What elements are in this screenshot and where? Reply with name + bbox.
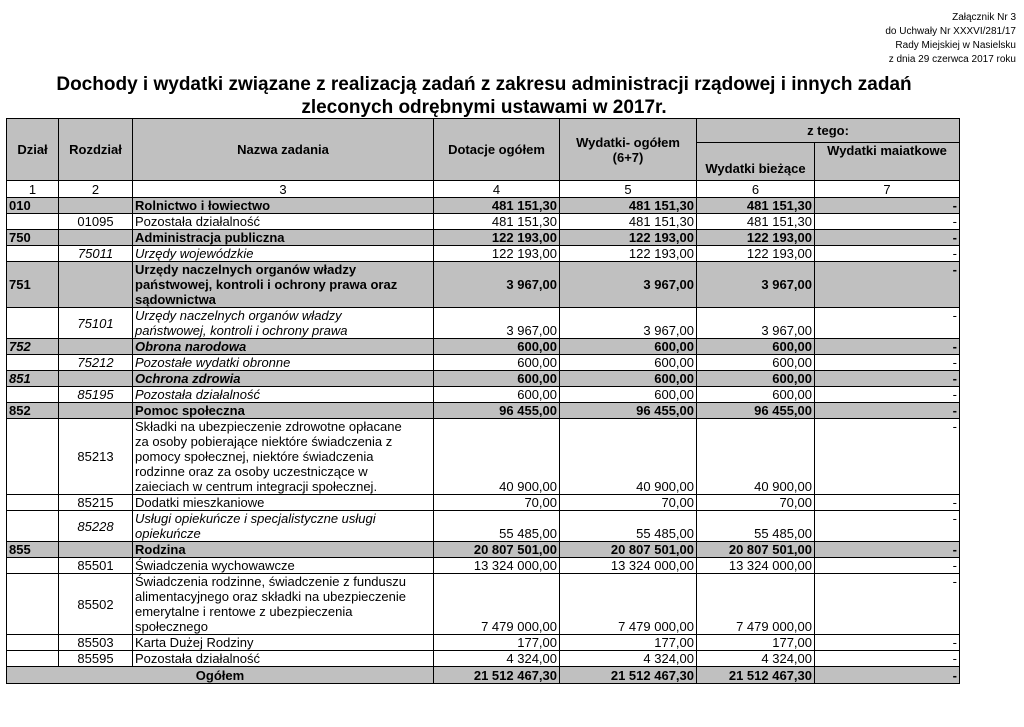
task-name-line: Pozostała działalność bbox=[135, 214, 261, 229]
dzial-cell bbox=[7, 246, 59, 262]
subsection-row bbox=[7, 246, 960, 262]
rozdzial-cell: 85502 bbox=[59, 574, 133, 635]
biezace-cell: 600,00 bbox=[697, 355, 815, 371]
section-row bbox=[7, 339, 960, 355]
majatkowe-cell: - bbox=[815, 403, 960, 419]
biezace-cell: 600,00 bbox=[697, 371, 815, 387]
biezace-cell: 3 967,00 bbox=[697, 308, 815, 339]
task-name-line: Pozostałe wydatki obronne bbox=[135, 355, 291, 370]
task-name-line: Dodatki mieszkaniowe bbox=[135, 495, 265, 510]
task-name-cell bbox=[133, 419, 434, 495]
biezace-cell: 481 151,30 bbox=[697, 198, 815, 214]
table-header bbox=[7, 119, 960, 181]
subsection-row bbox=[7, 355, 960, 371]
dzial-cell bbox=[7, 214, 59, 230]
task-name-line: Rodzina bbox=[135, 542, 186, 557]
total-row bbox=[7, 667, 960, 684]
task-name-line: Świadczenia rodzinne, świadczenie z funduszu bbox=[135, 574, 406, 589]
dotacje-cell: 122 193,00 bbox=[434, 230, 560, 246]
task-name-cell bbox=[133, 339, 434, 355]
task-name-line: Składki na ubezpieczenie zdrowotne opłacane bbox=[135, 419, 402, 434]
rozdzial-cell bbox=[59, 542, 133, 558]
majatkowe-cell: - bbox=[815, 511, 960, 542]
header-nazwa: Nazwa zadania bbox=[133, 119, 434, 181]
dzial-cell: 855 bbox=[7, 542, 59, 558]
dzial-cell: 852 bbox=[7, 403, 59, 419]
rozdzial-cell bbox=[59, 230, 133, 246]
task-name-line: Rolnictwo i łowiectwo bbox=[135, 198, 271, 213]
biezace-cell: 70,00 bbox=[697, 495, 815, 511]
task-name-cell bbox=[133, 371, 434, 387]
subsection-row bbox=[7, 558, 960, 574]
task-name-cell bbox=[133, 635, 434, 651]
dotacje-cell: 600,00 bbox=[434, 371, 560, 387]
task-name-line: społecznego bbox=[135, 619, 208, 634]
biezace-cell: 40 900,00 bbox=[697, 419, 815, 495]
task-name-cell bbox=[133, 542, 434, 558]
biezace-cell: 122 193,00 bbox=[697, 246, 815, 262]
majatkowe-cell: - bbox=[815, 339, 960, 355]
total-label: Ogółem bbox=[7, 667, 434, 684]
biezace-cell: 122 193,00 bbox=[697, 230, 815, 246]
rozdzial-cell: 85215 bbox=[59, 495, 133, 511]
dotacje-cell: 481 151,30 bbox=[434, 198, 560, 214]
task-name-cell bbox=[133, 214, 434, 230]
total-biezace: 21 512 467,30 bbox=[697, 667, 815, 684]
subsection-row bbox=[7, 635, 960, 651]
rozdzial-cell: 85228 bbox=[59, 511, 133, 542]
task-name-cell bbox=[133, 262, 434, 308]
task-name-line: państwowej, kontroli i ochrony prawa bbox=[135, 323, 348, 338]
task-name-line: Świadczenia wychowawcze bbox=[135, 558, 295, 573]
section-row bbox=[7, 371, 960, 387]
section-row bbox=[7, 403, 960, 419]
majatkowe-cell: - bbox=[815, 262, 960, 308]
majatkowe-cell: - bbox=[815, 495, 960, 511]
dzial-cell bbox=[7, 635, 59, 651]
col-number: 4 bbox=[434, 181, 560, 198]
wydatki-cell: 600,00 bbox=[560, 387, 697, 403]
header-wydatki bbox=[560, 119, 697, 181]
biezace-cell: 20 807 501,00 bbox=[697, 542, 815, 558]
dotacje-cell: 96 455,00 bbox=[434, 403, 560, 419]
task-name-cell bbox=[133, 198, 434, 214]
dotacje-cell: 70,00 bbox=[434, 495, 560, 511]
dzial-cell bbox=[7, 387, 59, 403]
task-name-line: Usługi opiekuńcze i specjalistyczne usługi bbox=[135, 511, 376, 526]
header-wydatki-line2: (6+7) bbox=[612, 149, 644, 165]
subsection-row bbox=[7, 651, 960, 667]
dzial-cell: 751 bbox=[7, 262, 59, 308]
header-majatkowe: Wydatki maiatkowe bbox=[815, 143, 960, 181]
task-name-cell bbox=[133, 230, 434, 246]
section-row bbox=[7, 262, 960, 308]
section-row bbox=[7, 198, 960, 214]
dzial-cell: 851 bbox=[7, 371, 59, 387]
header-biezace: Wydatki bieżące bbox=[697, 143, 815, 181]
document-title bbox=[0, 73, 968, 119]
task-name-line: Karta Dużej Rodziny bbox=[135, 635, 254, 650]
col-number: 7 bbox=[815, 181, 960, 198]
dotacje-cell: 600,00 bbox=[434, 387, 560, 403]
dzial-cell bbox=[7, 651, 59, 667]
biezace-cell: 600,00 bbox=[697, 339, 815, 355]
dzial-cell bbox=[7, 495, 59, 511]
col-number: 3 bbox=[133, 181, 434, 198]
header-rozdzial: Rozdział bbox=[59, 119, 133, 181]
wydatki-cell: 13 324 000,00 bbox=[560, 558, 697, 574]
majatkowe-cell: - bbox=[815, 355, 960, 371]
subsection-row bbox=[7, 308, 960, 339]
subsection-row bbox=[7, 495, 960, 511]
dotacje-cell: 177,00 bbox=[434, 635, 560, 651]
task-name-cell bbox=[133, 495, 434, 511]
rozdzial-cell bbox=[59, 371, 133, 387]
biezace-cell: 96 455,00 bbox=[697, 403, 815, 419]
council-name: Rady Miejskiej w Nasielsku bbox=[895, 40, 1016, 51]
dzial-cell: 750 bbox=[7, 230, 59, 246]
title-line-2: zleconych odrębnymi ustawami w 2017r. bbox=[301, 97, 667, 118]
wydatki-cell: 122 193,00 bbox=[560, 246, 697, 262]
task-name-line: Administracja publiczna bbox=[135, 230, 285, 245]
biezace-cell: 600,00 bbox=[697, 387, 815, 403]
dotacje-cell: 13 324 000,00 bbox=[434, 558, 560, 574]
wydatki-cell: 600,00 bbox=[560, 371, 697, 387]
task-name-cell bbox=[133, 355, 434, 371]
dotacje-cell: 40 900,00 bbox=[434, 419, 560, 495]
subsection-row bbox=[7, 387, 960, 403]
task-name-line: Obrona narodowa bbox=[135, 339, 247, 354]
majatkowe-cell: - bbox=[815, 635, 960, 651]
dotacje-cell: 7 479 000,00 bbox=[434, 574, 560, 635]
task-name-line: pomocy społecznej, niektóre świadczenia bbox=[135, 449, 374, 464]
rozdzial-cell: 85595 bbox=[59, 651, 133, 667]
col-number: 6 bbox=[697, 181, 815, 198]
dotacje-cell: 55 485,00 bbox=[434, 511, 560, 542]
wydatki-cell: 122 193,00 bbox=[560, 230, 697, 246]
attachment-note bbox=[885, 11, 1016, 67]
wydatki-cell: 3 967,00 bbox=[560, 308, 697, 339]
subsection-row bbox=[7, 419, 960, 495]
task-name-line: alimentacyjnego oraz składki na ubezpieczenie bbox=[135, 589, 406, 604]
table-footer bbox=[7, 667, 960, 684]
majatkowe-cell: - bbox=[815, 542, 960, 558]
task-name-cell bbox=[133, 651, 434, 667]
task-name-line: Urzędy wojewódzkie bbox=[135, 246, 254, 261]
task-name-cell bbox=[133, 558, 434, 574]
dzial-cell: 752 bbox=[7, 339, 59, 355]
task-name-line: Ochrona zdrowia bbox=[135, 371, 241, 386]
dotacje-cell: 122 193,00 bbox=[434, 246, 560, 262]
title-line-1: Dochody i wydatki związane z realizacją zadań z zakresu administracji rządowej i innych zadań bbox=[56, 74, 912, 95]
dotacje-cell: 20 807 501,00 bbox=[434, 542, 560, 558]
majatkowe-cell: - bbox=[815, 308, 960, 339]
rozdzial-cell bbox=[59, 403, 133, 419]
resolution-date: z dnia 29 czerwca 2017 roku bbox=[888, 54, 1016, 65]
section-row bbox=[7, 542, 960, 558]
dzial-cell bbox=[7, 355, 59, 371]
rozdzial-cell: 85195 bbox=[59, 387, 133, 403]
wydatki-cell: 96 455,00 bbox=[560, 403, 697, 419]
dzial-cell bbox=[7, 419, 59, 495]
dotacje-cell: 481 151,30 bbox=[434, 214, 560, 230]
dzial-cell bbox=[7, 511, 59, 542]
majatkowe-cell: - bbox=[815, 198, 960, 214]
rozdzial-cell bbox=[59, 262, 133, 308]
resolution-number: do Uchwały Nr XXXVI/281/17 bbox=[885, 26, 1016, 37]
dotacje-cell: 4 324,00 bbox=[434, 651, 560, 667]
wydatki-cell: 481 151,30 bbox=[560, 214, 697, 230]
total-wydatki: 21 512 467,30 bbox=[560, 667, 697, 684]
section-row bbox=[7, 230, 960, 246]
wydatki-cell: 600,00 bbox=[560, 355, 697, 371]
rozdzial-cell: 75101 bbox=[59, 308, 133, 339]
table-body bbox=[7, 181, 960, 667]
total-dotacje: 21 512 467,30 bbox=[434, 667, 560, 684]
dzial-cell: 010 bbox=[7, 198, 59, 214]
task-name-line: państwowej, kontroli i ochrony prawa oraz bbox=[135, 277, 398, 292]
wydatki-cell: 481 151,30 bbox=[560, 198, 697, 214]
wydatki-cell: 3 967,00 bbox=[560, 262, 697, 308]
column-numbers-row bbox=[7, 181, 960, 198]
subsection-row bbox=[7, 214, 960, 230]
wydatki-cell: 600,00 bbox=[560, 339, 697, 355]
col-number: 1 bbox=[7, 181, 59, 198]
task-name-line: rodzinne oraz za osoby uczestniczące w bbox=[135, 464, 368, 479]
task-name-line: za osoby pobierające niektóre świadczenia z bbox=[135, 434, 393, 449]
task-name-cell bbox=[133, 403, 434, 419]
biezace-cell: 7 479 000,00 bbox=[697, 574, 815, 635]
majatkowe-cell: - bbox=[815, 230, 960, 246]
wydatki-cell: 55 485,00 bbox=[560, 511, 697, 542]
wydatki-cell: 177,00 bbox=[560, 635, 697, 651]
task-name-line: opiekuńcze bbox=[135, 526, 201, 541]
majatkowe-cell: - bbox=[815, 246, 960, 262]
biezace-cell: 13 324 000,00 bbox=[697, 558, 815, 574]
task-name-line: emerytalne i rentowe z ubezpieczenia bbox=[135, 604, 353, 619]
task-name-cell bbox=[133, 308, 434, 339]
biezace-cell: 177,00 bbox=[697, 635, 815, 651]
header-dotacje: Dotacje ogółem bbox=[434, 119, 560, 181]
rozdzial-cell: 85501 bbox=[59, 558, 133, 574]
biezace-cell: 4 324,00 bbox=[697, 651, 815, 667]
dzial-cell bbox=[7, 574, 59, 635]
majatkowe-cell: - bbox=[815, 558, 960, 574]
dotacje-cell: 3 967,00 bbox=[434, 308, 560, 339]
rozdzial-cell bbox=[59, 198, 133, 214]
rozdzial-cell: 75011 bbox=[59, 246, 133, 262]
majatkowe-cell: - bbox=[815, 387, 960, 403]
header-wydatki-line1: Wydatki- ogółem bbox=[576, 134, 680, 150]
biezace-cell: 3 967,00 bbox=[697, 262, 815, 308]
wydatki-cell: 20 807 501,00 bbox=[560, 542, 697, 558]
task-name-line: Pomoc społeczna bbox=[135, 403, 245, 418]
col-number: 5 bbox=[560, 181, 697, 198]
dzial-cell bbox=[7, 308, 59, 339]
majatkowe-cell: - bbox=[815, 574, 960, 635]
task-name-cell bbox=[133, 511, 434, 542]
total-majatkowe: - bbox=[815, 667, 960, 684]
task-name-line: Urzędy naczelnych organów władzy bbox=[135, 308, 342, 323]
biezace-cell: 55 485,00 bbox=[697, 511, 815, 542]
rozdzial-cell: 85503 bbox=[59, 635, 133, 651]
budget-table bbox=[6, 118, 960, 684]
col-number: 2 bbox=[59, 181, 133, 198]
biezace-cell: 481 151,30 bbox=[697, 214, 815, 230]
task-name-line: sądownictwa bbox=[135, 292, 216, 307]
header-z-tego: z tego: bbox=[697, 119, 960, 143]
dzial-cell bbox=[7, 558, 59, 574]
majatkowe-cell: - bbox=[815, 371, 960, 387]
wydatki-cell: 4 324,00 bbox=[560, 651, 697, 667]
header-dzial: Dział bbox=[7, 119, 59, 181]
dotacje-cell: 600,00 bbox=[434, 339, 560, 355]
wydatki-cell: 7 479 000,00 bbox=[560, 574, 697, 635]
attachment-number: Załącznik Nr 3 bbox=[952, 12, 1016, 23]
rozdzial-cell: 85213 bbox=[59, 419, 133, 495]
task-name-line: Pozostała działalność bbox=[135, 387, 261, 402]
wydatki-cell: 40 900,00 bbox=[560, 419, 697, 495]
task-name-cell bbox=[133, 574, 434, 635]
task-name-line: Pozostała działalność bbox=[135, 651, 261, 666]
subsection-row bbox=[7, 574, 960, 635]
dotacje-cell: 3 967,00 bbox=[434, 262, 560, 308]
task-name-cell bbox=[133, 387, 434, 403]
rozdzial-cell: 01095 bbox=[59, 214, 133, 230]
rozdzial-cell: 75212 bbox=[59, 355, 133, 371]
task-name-line: zaieciach w centrum integracji społecznej. bbox=[135, 479, 378, 494]
subsection-row bbox=[7, 511, 960, 542]
rozdzial-cell bbox=[59, 339, 133, 355]
dotacje-cell: 600,00 bbox=[434, 355, 560, 371]
task-name-line: Urzędy naczelnych organów władzy bbox=[135, 262, 357, 277]
majatkowe-cell: - bbox=[815, 419, 960, 495]
majatkowe-cell: - bbox=[815, 214, 960, 230]
majatkowe-cell: - bbox=[815, 651, 960, 667]
wydatki-cell: 70,00 bbox=[560, 495, 697, 511]
task-name-cell bbox=[133, 246, 434, 262]
